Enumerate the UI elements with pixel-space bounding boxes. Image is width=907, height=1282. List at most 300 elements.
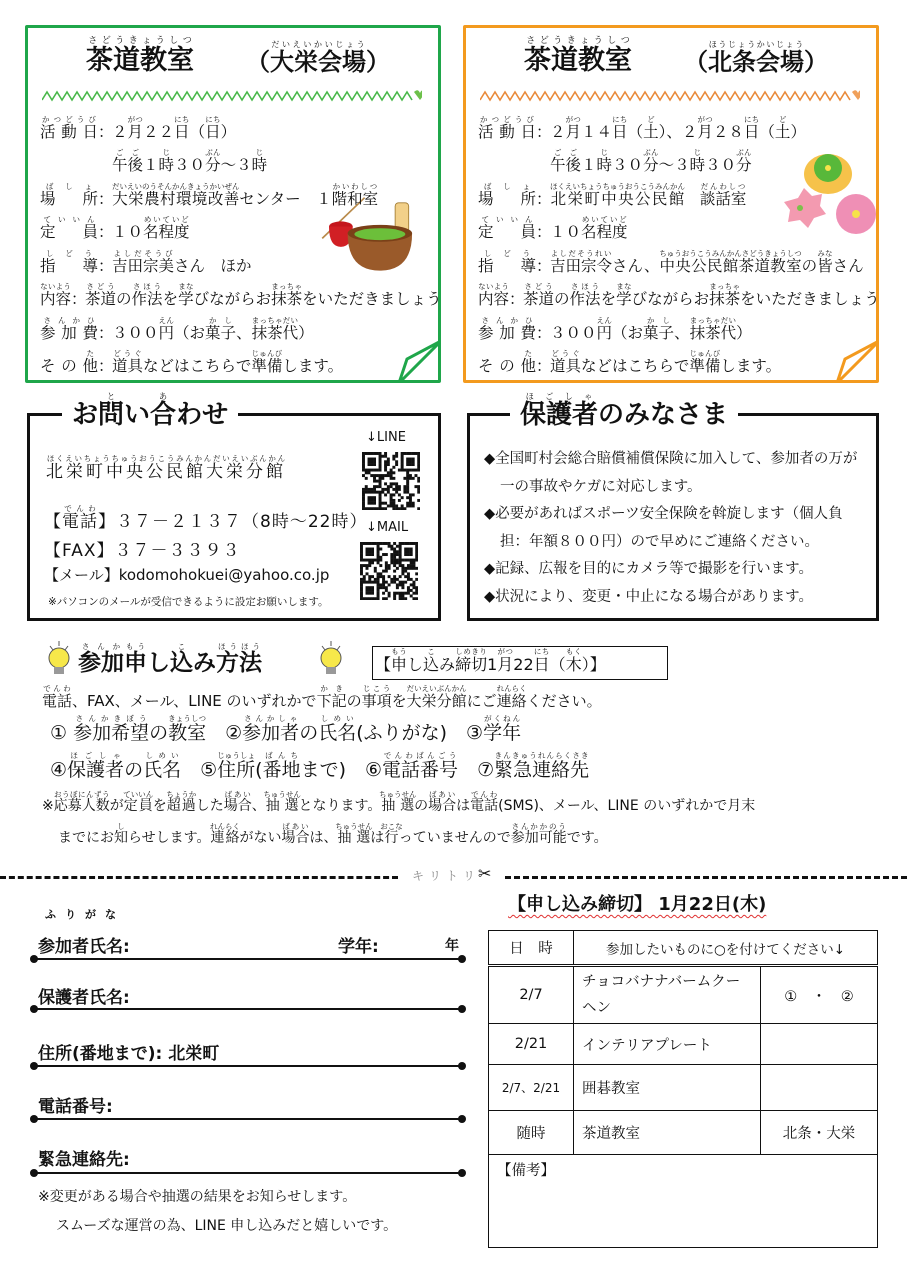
info-row	[478, 343, 870, 377]
participant-name-label: 参加者氏名:	[38, 937, 130, 957]
address-field-row	[38, 1039, 219, 1064]
qr-module	[390, 477, 393, 480]
header-choice: 参加したいものに○を付けてください↓	[574, 931, 878, 966]
ruby-word: 知し	[114, 822, 128, 846]
text-segment: ）	[736, 323, 752, 342]
furigana: がくねん	[483, 714, 522, 723]
qr-module	[360, 597, 363, 600]
info-row	[478, 175, 870, 209]
qr-module	[398, 493, 401, 496]
row-class: 茶道教室	[574, 1111, 761, 1155]
furigana: まっちゃ	[709, 282, 741, 291]
ruby-word: 日にち	[205, 114, 221, 141]
qr-module	[365, 452, 368, 455]
furigana: ちゅうせん	[379, 790, 417, 799]
qr-module	[401, 455, 404, 458]
qr-module	[362, 499, 365, 502]
furigana: どうぐ	[112, 349, 143, 358]
furigana: でんわ	[42, 684, 73, 693]
qr-module	[374, 581, 377, 584]
qr-module	[392, 458, 395, 461]
qr-module	[393, 575, 396, 578]
qr-module	[401, 469, 404, 472]
qr-module	[407, 592, 410, 595]
emergency-field[interactable]	[32, 1172, 464, 1174]
qr-module	[406, 502, 409, 505]
qr-module	[371, 597, 374, 600]
furigana: じゅんび	[689, 349, 721, 358]
qr-module	[379, 485, 382, 488]
ruby-word: 保護者ほごしゃ	[520, 392, 599, 430]
qr-module	[360, 589, 363, 592]
info-label	[478, 115, 536, 142]
qr-module	[415, 572, 418, 575]
text-segment: の	[346, 692, 362, 710]
qr-module	[384, 469, 387, 472]
qr-module	[377, 581, 380, 584]
ruby-word: 活動日かつどうび	[40, 114, 98, 141]
text-segment: っていませんので	[398, 830, 511, 846]
qr-module	[365, 471, 368, 474]
qr-module	[370, 496, 373, 499]
qr-module	[368, 564, 371, 567]
text-segment: びながらお	[631, 290, 710, 308]
contact-note: ※パソコンのメールが受信できるように設定お願いします。	[48, 596, 329, 608]
qr-module	[360, 556, 363, 559]
qr-module	[382, 586, 385, 589]
qr-module	[392, 502, 395, 505]
qr-module	[396, 583, 399, 586]
ruby-word: 談話室だんわしつ	[699, 181, 747, 208]
ruby-word: 学まな	[178, 282, 194, 308]
ruby-word: 電話番号でんわばんごう	[382, 751, 459, 781]
qr-module	[417, 469, 420, 472]
text-segment: し	[407, 655, 424, 674]
row-date: 2/7	[489, 966, 574, 1024]
table-row	[489, 1111, 878, 1155]
qr-module	[362, 504, 365, 507]
qr-module	[396, 567, 399, 570]
ruby-word: 込こ	[170, 642, 193, 676]
furigana: ちょうか	[166, 790, 197, 799]
remarks-field[interactable]	[489, 1155, 878, 1248]
ruby-word: 指導しどう	[478, 248, 536, 275]
qr-module	[379, 469, 382, 472]
furigana: かつどうび	[40, 114, 98, 124]
address-field[interactable]	[32, 1065, 464, 1067]
qr-module	[401, 496, 404, 499]
qr-module	[360, 553, 363, 556]
furigana: ぶん	[736, 148, 752, 157]
qr-module	[390, 578, 393, 581]
ruby-word: 込こ	[423, 647, 440, 674]
qr-module	[368, 488, 371, 491]
qr-module	[377, 545, 380, 548]
ruby-word: 吉田宗令よしだそうれい	[550, 248, 613, 275]
ruby-word: 抽選ちゅうせん	[335, 822, 373, 846]
colon: ：	[509, 290, 525, 308]
info-label	[40, 249, 98, 276]
info-value	[523, 282, 880, 309]
qr-module	[368, 589, 371, 592]
qr-module	[395, 504, 398, 507]
qr-module	[395, 460, 398, 463]
ruby-word: 保護者ほごしゃ	[67, 751, 125, 781]
qr-module	[417, 455, 420, 458]
qr-module	[385, 589, 388, 592]
guardians-box	[467, 392, 879, 621]
text-segment: ※	[42, 798, 54, 814]
text-segment: （お	[174, 323, 206, 342]
row-choice[interactable]: ① ・ ②	[761, 966, 878, 1024]
ruby-word: 大栄分館だいえいぶんかん	[406, 684, 467, 710]
cut-line-left	[0, 876, 398, 879]
grade-unit: 年	[445, 938, 459, 954]
qr-module	[399, 561, 402, 564]
qr-module	[385, 597, 388, 600]
qr-module	[362, 493, 365, 496]
qr-module	[371, 553, 374, 556]
colon: ：	[98, 189, 114, 208]
furigana: しめい	[318, 714, 357, 723]
info-row	[40, 343, 432, 377]
qr-module	[401, 559, 404, 562]
qr-module	[407, 548, 410, 551]
text-segment: ）	[790, 122, 806, 141]
qr-module	[412, 583, 415, 586]
info-label	[478, 249, 536, 276]
card-title	[86, 36, 194, 77]
furigana: ないよう	[40, 282, 72, 291]
qr-module	[401, 542, 404, 545]
card-venue	[684, 40, 828, 77]
qr-module	[382, 581, 385, 584]
qr-module	[409, 452, 412, 455]
qr-module	[377, 550, 380, 553]
qr-module	[401, 504, 404, 507]
furigana: ばしょ	[478, 181, 536, 191]
qr-module	[406, 485, 409, 488]
qr-module	[396, 592, 399, 595]
qr-module	[382, 597, 385, 600]
grade-label: 学年:	[338, 937, 379, 957]
qr-module	[368, 548, 371, 551]
qr-module	[379, 482, 382, 485]
deadline-box	[372, 646, 668, 680]
qr-module	[379, 542, 382, 545]
qr-module	[388, 545, 391, 548]
qr-module	[398, 488, 401, 491]
qr-module	[382, 575, 385, 578]
contact-mail-address[interactable]: kodomohokuei@yahoo.co.jp	[118, 566, 330, 584]
furigana: ばしょ	[40, 181, 98, 191]
qr-module	[412, 460, 415, 463]
qr-module	[371, 542, 374, 545]
qr-module	[410, 559, 413, 562]
qr-module	[409, 469, 412, 472]
qr-module	[363, 597, 366, 600]
ruby-word: 円えん	[596, 315, 613, 342]
furigana: きんきゅうれんらくさき	[494, 751, 590, 760]
contact-box	[27, 392, 441, 621]
qr-module	[415, 567, 418, 570]
info-row	[478, 242, 870, 276]
text-segment: (SMS)、メール、LINE のいずれかで月末	[498, 798, 756, 814]
application-note-2	[58, 822, 608, 847]
text-segment: を	[391, 692, 407, 710]
colon: ：	[98, 223, 114, 241]
row-choice[interactable]	[761, 1065, 878, 1111]
qr-module	[366, 550, 369, 553]
qr-module	[360, 545, 363, 548]
qr-module	[368, 471, 371, 474]
qr-module	[401, 594, 404, 597]
qr-module	[379, 460, 382, 463]
qr-module	[387, 463, 390, 466]
colon: ：	[98, 122, 114, 141]
info-value	[112, 316, 314, 343]
qr-module	[374, 559, 377, 562]
qr-module	[401, 572, 404, 575]
furigana: えん	[596, 315, 613, 325]
qr-module	[404, 592, 407, 595]
qr-module	[371, 559, 374, 562]
qr-module	[373, 480, 376, 483]
qr-module	[365, 491, 368, 494]
ruby-word: 階和室かいわしつ	[331, 181, 379, 208]
qr-module	[379, 556, 382, 559]
ruby-word: 抽選ちゅうせん	[263, 790, 301, 814]
furigana: めいていど	[143, 215, 190, 224]
qr-module	[407, 589, 410, 592]
ruby-word: 日にち	[174, 114, 190, 141]
text-segment: １	[143, 156, 159, 174]
qr-module	[371, 550, 374, 553]
guardian-bullet: ◆状況により、変更・中止になる場合があります。	[484, 588, 813, 605]
ruby-word: 学まな	[616, 282, 632, 308]
text-segment: した	[195, 798, 224, 814]
qr-module	[417, 507, 420, 510]
qr-module	[401, 460, 404, 463]
address-label: 住所(番地まで):	[38, 1044, 163, 1064]
qr-module	[374, 567, 377, 570]
text-segment: らせします。	[128, 830, 211, 846]
text-segment: は	[370, 830, 385, 846]
qr-module	[384, 507, 387, 510]
phone-field[interactable]	[32, 1118, 464, 1120]
qr-module	[390, 474, 393, 477]
qr-module	[360, 570, 363, 573]
qr-module	[417, 491, 420, 494]
qr-module	[396, 561, 399, 564]
qr-module	[381, 474, 384, 477]
tea-class-card-daiei	[25, 25, 441, 383]
qr-module	[362, 466, 365, 469]
qr-module	[377, 578, 380, 581]
mail-qr-code[interactable]	[360, 542, 418, 600]
text-segment: のみなさま	[598, 400, 729, 430]
qr-module	[366, 567, 369, 570]
furigana: がつ	[697, 114, 713, 124]
qr-module	[401, 586, 404, 589]
qr-module	[390, 556, 393, 559]
furigana: まっちゃだい	[689, 315, 737, 325]
qr-module	[377, 553, 380, 556]
qr-module	[377, 586, 380, 589]
qr-line-label: ↓LINE	[366, 430, 406, 445]
ruby-word: 時じ	[596, 148, 613, 174]
ruby-word: 定員ていいん	[40, 215, 98, 241]
qr-module	[370, 460, 373, 463]
info-value	[112, 115, 236, 142]
text-segment: まで) ⑥	[300, 759, 383, 781]
qr-module	[407, 559, 410, 562]
guardian-bullet: ◆必要があればスポーツ安全保険を斡旋します（個人負担：年額８００円）ので早めにご連絡ください。	[484, 506, 843, 550]
qr-module	[403, 507, 406, 510]
qr-module	[360, 572, 363, 575]
qr-module	[417, 477, 420, 480]
qr-module	[368, 550, 371, 553]
qr-module	[373, 499, 376, 502]
qr-module	[393, 570, 396, 573]
qr-module	[388, 564, 391, 567]
qr-module	[401, 583, 404, 586]
text-segment: １	[581, 156, 597, 174]
qr-module	[407, 553, 410, 556]
qr-module	[395, 482, 398, 485]
qr-module	[393, 564, 396, 567]
qr-module	[401, 463, 404, 466]
contact-mail-label: 【メール】	[44, 566, 119, 584]
furigana: だいえいぶんかん	[406, 684, 467, 693]
ruby-word: 午後ごご	[112, 148, 144, 174]
furigana: ほごしゃ	[67, 751, 125, 760]
qr-module	[412, 452, 415, 455]
qr-module	[403, 485, 406, 488]
qr-module	[374, 597, 377, 600]
qr-module	[373, 491, 376, 494]
row-choice[interactable]	[761, 1024, 878, 1065]
qr-module	[371, 589, 374, 592]
line-qr-code[interactable]	[362, 452, 420, 510]
qr-module	[390, 561, 393, 564]
qr-module	[382, 592, 385, 595]
row-class: チョコバナナバームクーヘン	[574, 966, 761, 1024]
qr-module	[406, 458, 409, 461]
furigana: もう	[124, 642, 147, 651]
qr-module	[385, 581, 388, 584]
qr-module	[373, 474, 376, 477]
furigana: さんかかのう	[510, 822, 567, 831]
qr-module	[392, 455, 395, 458]
participant-name-field[interactable]	[32, 958, 464, 960]
qr-module	[371, 581, 374, 584]
qr-module	[410, 548, 413, 551]
qr-module	[370, 499, 373, 502]
ruby-word: 合あ	[150, 392, 177, 430]
furigana: ていいん	[40, 215, 98, 224]
qr-module	[374, 570, 377, 573]
qr-module	[393, 542, 396, 545]
qr-module	[388, 594, 391, 597]
signup-deadline-title: 【申し込み締切】 1月22日(木)	[508, 894, 767, 915]
furigana: しめきり	[455, 647, 488, 656]
qr-module	[399, 550, 402, 553]
qr-module	[368, 452, 371, 455]
qr-module	[382, 583, 385, 586]
qr-module	[385, 567, 388, 570]
qr-module	[374, 542, 377, 545]
row-choice[interactable]: 北条・大栄	[761, 1111, 878, 1155]
signup-table	[488, 930, 878, 1248]
qr-module	[387, 460, 390, 463]
qr-module	[379, 455, 382, 458]
qr-module	[379, 463, 382, 466]
qr-module	[417, 499, 420, 502]
table-row	[489, 1065, 878, 1111]
text-segment: です。	[566, 830, 608, 846]
qr-module	[368, 592, 371, 595]
qr-module	[409, 504, 412, 507]
ruby-word: 場合ばあい	[428, 790, 457, 814]
qr-module	[388, 575, 391, 578]
text-segment: センター １	[239, 189, 332, 208]
qr-module	[410, 561, 413, 564]
qr-module	[381, 455, 384, 458]
colon: ：	[98, 323, 114, 342]
qr-module	[401, 458, 404, 461]
text-segment: さん	[832, 256, 864, 275]
info-label	[40, 316, 98, 343]
text-segment: となります。	[298, 798, 382, 814]
furigana: でんわばんごう	[382, 751, 459, 760]
qr-module	[390, 485, 393, 488]
furigana: しめい	[143, 751, 182, 760]
qr-module	[412, 458, 415, 461]
text-segment: （	[246, 48, 270, 76]
qr-module	[404, 542, 407, 545]
card-rows	[478, 108, 880, 376]
qr-module	[406, 488, 409, 491]
qr-module	[415, 553, 418, 556]
qr-module	[410, 567, 413, 570]
text-segment: ～３	[220, 156, 252, 174]
text-segment: し	[147, 650, 170, 676]
furigana: れんらく	[209, 822, 240, 831]
furigana: まっちゃ	[271, 282, 303, 291]
text-segment: の	[554, 290, 570, 308]
qr-module	[401, 592, 404, 595]
qr-module	[362, 502, 365, 505]
qr-module	[412, 564, 415, 567]
qr-module	[409, 463, 412, 466]
qr-module	[368, 499, 371, 502]
qr-module	[371, 592, 374, 595]
qr-module	[366, 586, 369, 589]
qr-module	[407, 586, 410, 589]
qr-module	[385, 586, 388, 589]
qr-module	[379, 548, 382, 551]
ruby-word: 抹茶代まっちゃだい	[251, 315, 299, 342]
furigana: と	[98, 392, 125, 401]
ruby-word: 道具どうぐ	[112, 349, 144, 375]
info-value	[112, 182, 378, 209]
scissors-icon: ✂	[478, 864, 492, 883]
qr-module	[390, 482, 393, 485]
guardian-name-field[interactable]	[32, 1008, 464, 1010]
furigana: にち	[174, 114, 190, 124]
phone-label: 電話番号:	[38, 1097, 113, 1117]
